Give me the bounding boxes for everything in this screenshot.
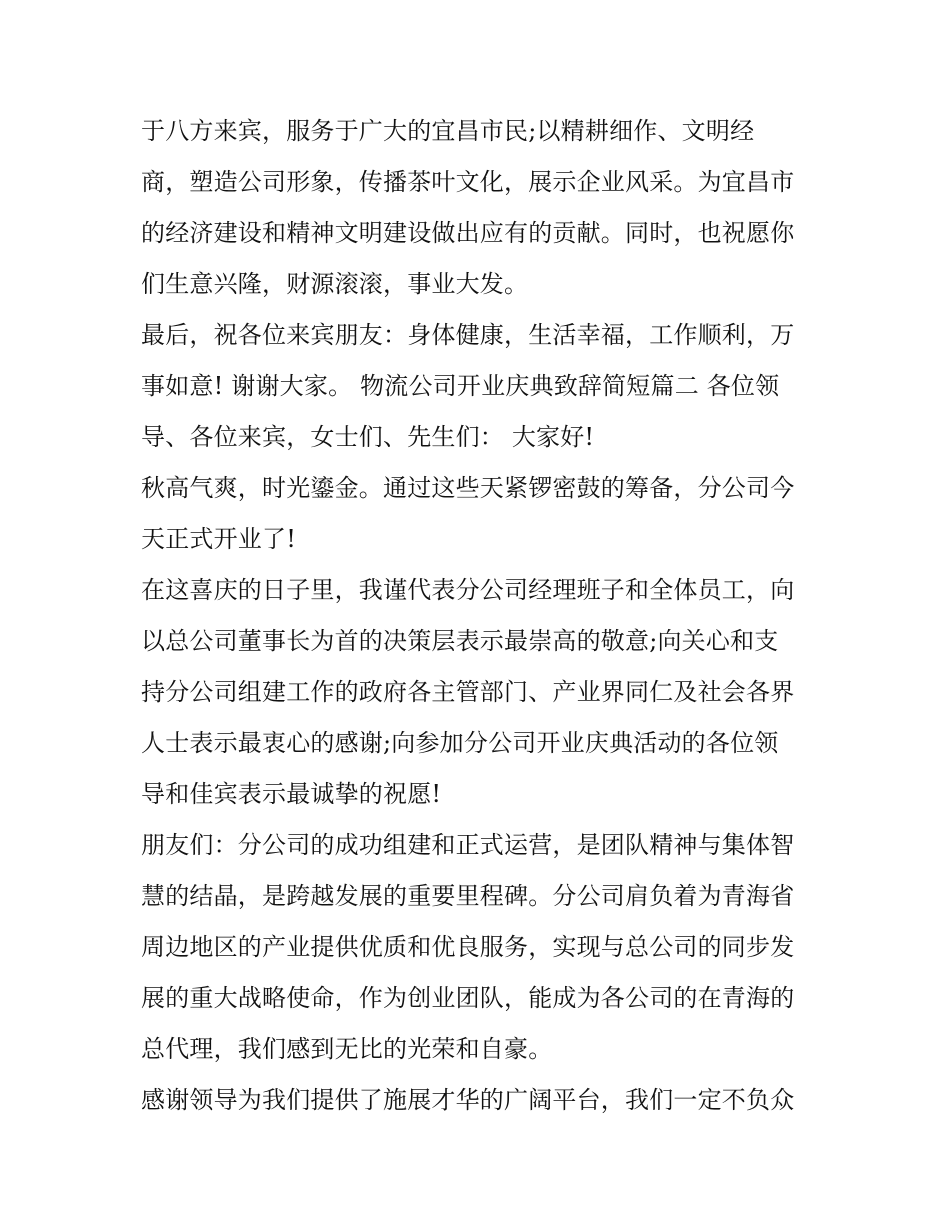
text-line: 展的重大战略使命，作为创业团队，能成为各公司的在青海的 xyxy=(141,984,795,1012)
text-line: 人士表示最衷心的感谢;向参加分公司开业庆典活动的各位领 xyxy=(141,729,779,757)
text-line: 以总公司董事长为首的决策层表示最崇高的敬意;向关心和支 xyxy=(141,627,779,655)
text-line: 秋高气爽，时光鎏金。通过这些天紧锣密鼓的筹备，分公司今 xyxy=(141,474,795,502)
text-line: 持分公司组建工作的政府各主管部门、产业界同仁及社会各界 xyxy=(141,678,795,706)
text-line: 导、各位来宾，女士们、先生们： 大家好! xyxy=(141,423,595,451)
document-body xyxy=(141,106,821,1126)
text-line: 导和佳宾表示最诚挚的祝愿! xyxy=(141,780,442,808)
text-line: 在这喜庆的日子里，我谨代表分公司经理班子和全体员工，向 xyxy=(141,576,795,604)
text-line: 感谢领导为我们提供了施展才华的广阔平台，我们一定不负众 xyxy=(141,1086,795,1114)
text-line: 慧的结晶，是跨越发展的重要里程碑。分公司肩负着为青海省 xyxy=(141,882,795,910)
text-line: 周边地区的产业提供优质和优良服务，实现与总公司的同步发 xyxy=(141,933,795,961)
text-line: 朋友们：分公司的成功组建和正式运营，是团队精神与集体智 xyxy=(141,831,795,859)
text-line: 的经济建设和精神文明建设做出应有的贡献。同时，也祝愿你 xyxy=(141,219,795,247)
text-line: 商，塑造公司形象，传播茶叶文化，展示企业风采。为宜昌市 xyxy=(141,168,795,196)
text-line: 事如意! 谢谢大家。 物流公司开业庆典致辞简短篇二 各位领 xyxy=(141,372,780,400)
text-line: 于八方来宾，服务于广大的宜昌市民;以精耕细作、文明经 xyxy=(141,117,755,145)
text-line: 总代理，我们感到无比的光荣和自豪。 xyxy=(141,1035,553,1063)
text-line: 最后，祝各位来宾朋友：身体健康，生活幸福，工作顺利，万 xyxy=(141,321,795,349)
text-line: 天正式开业了! xyxy=(141,525,297,553)
text-line: 们生意兴隆，财源滚滚，事业大发。 xyxy=(141,270,529,298)
